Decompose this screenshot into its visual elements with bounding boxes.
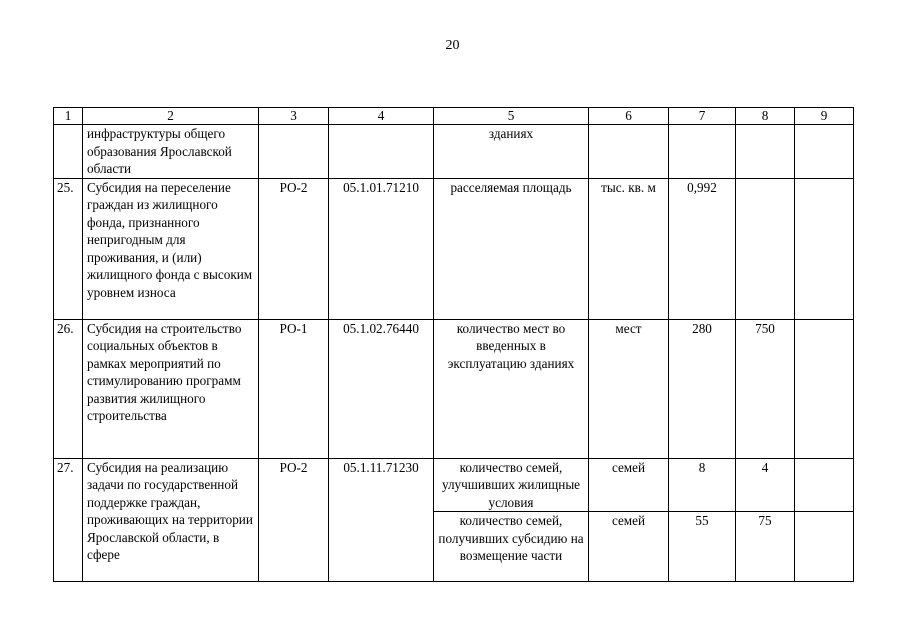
- unit: семей: [589, 512, 669, 582]
- column-header: 7: [669, 108, 736, 125]
- value-9: [795, 178, 854, 319]
- column-header: 8: [736, 108, 795, 125]
- measure-name: инфраструктуры общего образования Ярославской области: [83, 125, 259, 179]
- table-row: [54, 458, 854, 512]
- budget-code: 05.1.01.71210: [329, 178, 434, 319]
- indicators-table: [53, 107, 854, 582]
- responsible-code: РО-2: [259, 178, 329, 319]
- table-header-row: [54, 108, 854, 125]
- value-7: [669, 125, 736, 179]
- measure-name: Субсидия на реализацию задачи по государственной поддержке граждан, проживающих на территории Ярославской области, в сфере: [83, 458, 259, 582]
- responsible-code: РО-1: [259, 319, 329, 458]
- responsible-code: РО-2: [259, 458, 329, 582]
- budget-code: 05.1.11.71230: [329, 458, 434, 582]
- row-number: 25.: [54, 178, 83, 319]
- budget-code: 05.1.02.76440: [329, 319, 434, 458]
- column-header: 9: [795, 108, 854, 125]
- column-header: 1: [54, 108, 83, 125]
- unit: тыс. кв. м: [589, 178, 669, 319]
- column-header: 2: [83, 108, 259, 125]
- value-8: 75: [736, 512, 795, 582]
- value-7: 280: [669, 319, 736, 458]
- indicator-name: зданиях: [434, 125, 589, 179]
- table-row: [54, 319, 854, 458]
- value-7: 8: [669, 458, 736, 512]
- measure-name: Субсидия на переселение граждан из жилищного фонда, признанного непригодным для проживания, и (или) жилищного фонда с высоким уровнем износа: [83, 178, 259, 319]
- budget-code: [329, 125, 434, 179]
- indicator-name: количество семей, получивших субсидию на возмещение части: [434, 512, 589, 582]
- column-header: 5: [434, 108, 589, 125]
- responsible-code: [259, 125, 329, 179]
- value-8: 4: [736, 458, 795, 512]
- indicator-name: расселяемая площадь: [434, 178, 589, 319]
- value-8: 750: [736, 319, 795, 458]
- indicator-name: количество мест во введенных в эксплуатацию зданиях: [434, 319, 589, 458]
- value-7: 0,992: [669, 178, 736, 319]
- column-header: 6: [589, 108, 669, 125]
- table-row: [54, 125, 854, 179]
- value-9: [795, 512, 854, 582]
- unit: [589, 125, 669, 179]
- column-header: 3: [259, 108, 329, 125]
- value-8: [736, 125, 795, 179]
- row-number: [54, 125, 83, 179]
- unit: семей: [589, 458, 669, 512]
- table-row: [54, 178, 854, 319]
- value-9: [795, 319, 854, 458]
- value-9: [795, 458, 854, 512]
- value-9: [795, 125, 854, 179]
- unit: мест: [589, 319, 669, 458]
- page-number: 20: [445, 38, 460, 53]
- column-header: 4: [329, 108, 434, 125]
- row-number: 26.: [54, 319, 83, 458]
- measure-name: Субсидия на строительство социальных объектов в рамках мероприятий по стимулированию программ развития жилищного строительства: [83, 319, 259, 458]
- indicator-name: количество семей, улучшивших жилищные условия: [434, 458, 589, 512]
- value-8: [736, 178, 795, 319]
- value-7: 55: [669, 512, 736, 582]
- row-number: 27.: [54, 458, 83, 582]
